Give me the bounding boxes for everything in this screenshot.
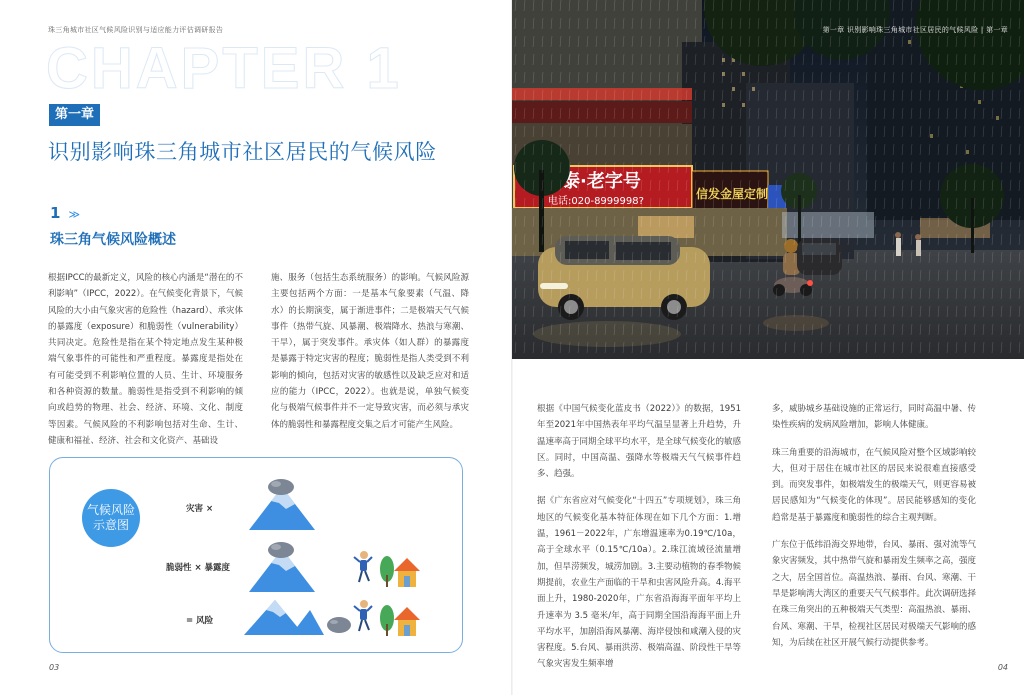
vulnerability-exposure-label: 脆弱性 × 暴露度	[166, 563, 231, 573]
vulnerability-rock-icon	[268, 542, 294, 558]
right-col2-paragraph-1: 多，威胁城乡基础设施的正常运行，同时高温中暑、传染性疾病的发病风险增加，影响人体健康。	[772, 404, 977, 431]
right-body-column-1	[537, 401, 741, 673]
right-running-head: 第一章 识别影响珠三角城市社区居民的气候风险 | 第一章	[822, 26, 1008, 34]
right-col1-paragraph-1: 根据《中国气候变化蓝皮书（2022）》的数据，1951年至2021年中国热表年平均气温呈显著上升趋势，升温速率高于同期全球平均水平，是全球气候变化的敏感区。同时，中国高温、强降水等极端天气气候事件趋多、趋强。	[537, 404, 742, 480]
diagram-illustration	[50, 458, 464, 654]
section-title: 珠三角气候风险概述	[50, 232, 176, 248]
rainy-street-scene	[512, 0, 1024, 359]
right-col2-paragraph-2: 珠三角重要的沿海城市，在气候风险对整个区域影响较大，但对于居住在城市社区的居民来说很难直接感受到。而突发事件，如极端发生的极端天气，则更容易被居民感知为“气候变化的体现”。居民能够感知的变化趋常是基于暴露度和脆弱性的综合主观判断。	[772, 447, 977, 523]
right-col1-paragraph-2: 据《广东省应对气候变化“十四五”专项规划》，珠三角地区的气候变化基本特征体现在如下几个方面：1.增温，1961－2022年，广东增温速率为0.19℃/10a，高于全球水平（0.15℃/10a）。2.珠江流域径流量增加，但旱涝频发，城涝加剧。3.主要动植物的春季物候期提前，农业生产面临的干旱和虫害风险升高。4.海平面上升，1980-2020年，广东省沿海海平面年平均上升速率为 3.5 毫米/年，高于同期全国沿海海平面上升平均水平，加剧沿海风暴潮、海岸侵蚀和咸潮入侵的灾害程度。5.台风、暴雨洪涝、极端高温、阶段性干旱等气象灾害发生频率增	[537, 496, 742, 670]
risk-house-icon	[394, 607, 420, 636]
diagram-title-line-1: 气候风险	[86, 503, 135, 517]
left-body-paragraph-2: 施、服务（包括生态系统服务）的影响。气候风险源主要包括两个方面：一是基本气象要素（气温、降水）的长期演变，属于渐进事件；二是极端天气气候事件（热带气旋、风暴潮、极端降水、热浪与寒潮、干旱），属于突发事件。承灾体（如人群）的暴露度是暴露于特定灾害的程度；脆弱性是指人类受到不利影响的倾向，包括对灾害的敏感性以及缺乏应对和适应的能力（IPCC，2022）。也就是说，单独气候变化与极端气候事件并不一定导致灾害，而必须与承灾体的脆弱性和暴露程度交集之后才可能产生风险。	[271, 273, 469, 430]
section-number-text: 1	[50, 204, 61, 222]
right-col2-paragraph-3: 广东位于低纬沿海交界地带，台风、暴雨、强对流等气象灾害频发，其中热带气旋和暴雨发生频率之高，强度之大，居全国首位。高温热浪、暴雨、台风、寒潮、干旱是影响湾大湾区的重要天气气候事件。此次调研选择在珠三角突出的五种极端天气类型：高温热浪、暴雨、台风、寒潮、干旱，检视社区居民对极端天气影响的感知，为后续在社区开展气候行动提供参考。	[772, 540, 977, 648]
double-chevron-icon: ≫	[68, 208, 80, 221]
hazard-rock-icon	[268, 479, 294, 495]
right-page	[512, 0, 1024, 695]
risk-label: = 风险	[186, 616, 214, 626]
left-running-head: 珠三角城市社区气候风险识别与适应能力评估调研报告	[48, 26, 224, 34]
right-body-column-2	[772, 401, 976, 651]
house-icon	[394, 558, 420, 587]
right-page-number: 04	[997, 663, 1008, 672]
left-body-column-1	[48, 270, 243, 449]
chapter-watermark: CHAPTER 1	[46, 36, 402, 101]
risk-mountain-small-icon	[291, 610, 324, 635]
rainy-street-photo	[512, 0, 1024, 359]
risk-person-icon	[354, 600, 372, 631]
left-body-column-2	[271, 270, 469, 433]
section-number	[50, 204, 80, 222]
diagram-title-circle	[82, 489, 140, 547]
chapter-title: 识别影响珠三角城市社区居民的气候风险	[48, 140, 437, 164]
risk-tree-icon	[380, 605, 394, 636]
risk-rock-icon	[327, 617, 351, 633]
chapter-badge: 第一章	[49, 104, 100, 126]
left-page-number: 03	[49, 663, 60, 672]
tree-icon	[380, 556, 394, 587]
person-icon	[354, 551, 372, 582]
left-body-paragraph-1: 根据IPCC的最新定义，风险的核心内涵是“潜在的不利影响”（IPCC，2022）。在气候变化背景下，气候风险的大小由气象灾害的危险性（hazard）、承灾体的暴露度（exposure）和脆弱性（vulnerability）共同决定。危险性是指在某个特定地点发生某种极端气象事件的可能性和严重程度。暴露度是指处在有可能受到不利影响位置的人员、生计、环境服务和各种资源的数量。脆弱性是指受到不利影响的倾向或趋势的物理、社会、经济、环境、文化、制度等因素。气候风险的不利影响包括对生命、生计、健康和福祉、经济、社会和文化资产、基础设	[48, 273, 243, 446]
diagram-title-line-2: 示意图	[92, 518, 129, 532]
hazard-label: 灾害 ×	[186, 504, 214, 514]
climate-risk-diagram	[49, 457, 463, 653]
